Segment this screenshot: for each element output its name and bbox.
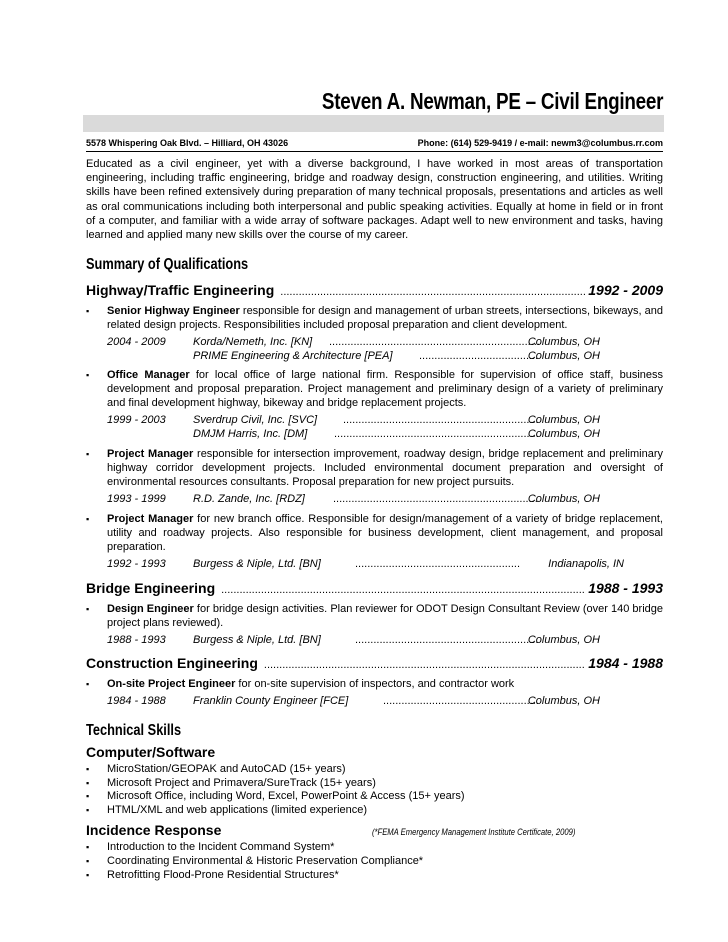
incidence-heading: Incidence Response (86, 822, 222, 838)
item-text: responsible for design and management of urban streets, intersections, bikeways, and related design projects. Responsibilities included proposal preparation and client development. (107, 305, 663, 331)
header-shaded-bar (83, 115, 664, 132)
category-name: Bridge Engineering (86, 580, 216, 596)
employment-block (107, 413, 663, 441)
skill-text: Microsoft Office, including Word, Excel, PowerPoint & Access (15+ years) (107, 790, 465, 802)
list-item (86, 869, 339, 883)
computer-heading: Computer/Software (86, 744, 216, 760)
location: Columbus, OH (527, 493, 600, 505)
leader-dots (383, 694, 539, 708)
item-description (107, 677, 663, 691)
firm: Sverdrup Civil, Inc. [SVC] (193, 414, 318, 426)
item-text: for on-site supervision of inspectors, and contractor work (235, 678, 515, 690)
category-name: Construction Engineering (86, 655, 258, 671)
name-heading-wrap (86, 88, 663, 115)
bullet-icon: ▪ (86, 679, 90, 689)
category-construction (86, 655, 663, 673)
bullet-icon: ▪ (86, 805, 90, 815)
phone-email: Phone: (614) 529-9419 / e-mail: newm3@columbus.rr.com (417, 138, 663, 148)
firm: PRIME Engineering & Architecture [PEA] (193, 350, 393, 362)
bullet-icon: ▪ (86, 764, 90, 774)
period: 1992 - 1993 (107, 558, 166, 570)
firm: DMJM Harris, Inc. [DM] (193, 428, 308, 440)
item-description (107, 512, 663, 554)
leader-dots (333, 492, 539, 506)
employment-block (107, 492, 663, 506)
period: 1999 - 2003 (107, 414, 166, 426)
intro-paragraph: Educated as a civil engineer, yet with a diverse background, I have worked in most areas of transportation engineering, including traffic engineering, bridge and roadway design, construction engineering, and utilities. Writing skills have been refined extensively during preparation of many technical proposals, presentations and articles as well as oral communications including both interpersonal and public speaking activities. Equally at home in field or in front of a computer, and familiar with a wide array of software packages. Adapt well to new environment and tasks, having learned and applied many new skills over the course of my career. (86, 158, 663, 242)
bullet-icon: ▪ (86, 306, 90, 316)
list-item (86, 447, 663, 506)
fema-note: (*FEMA Emergency Management Institute Certificate, 2009) (372, 827, 576, 837)
category-years: 1984 - 1988 (588, 655, 663, 671)
location: Columbus, OH (527, 428, 600, 440)
list-item (86, 677, 663, 708)
leader-dots (355, 633, 539, 647)
leader-dots (419, 349, 539, 363)
location: Columbus, OH (527, 336, 600, 348)
item-text: for new branch office. Responsible for design/management of a variety of bridge replacement, utility and roadway projects. Also responsible for business development, client management, and proposal preparation. (107, 513, 663, 553)
technical-heading: Technical Skills (86, 722, 182, 739)
address: 5578 Whispering Oak Blvd. – Hilliard, OH 43026 (86, 138, 289, 148)
firm: Burgess & Niple, Ltd. [BN] (193, 558, 321, 570)
leader-dots (334, 427, 539, 441)
item-title: Project Manager (107, 513, 194, 525)
header-rule (86, 151, 663, 152)
employment-block (107, 694, 663, 708)
leader-dots (221, 584, 585, 596)
location: Columbus, OH (527, 414, 600, 426)
list-item (86, 304, 663, 363)
location: Columbus, OH (527, 634, 600, 646)
period: 2004 - 2009 (107, 336, 166, 348)
firm: Franklin County Engineer [FCE] (193, 695, 349, 707)
skill-text: MicroStation/GEOPAK and AutoCAD (15+ years) (107, 763, 346, 775)
employment-block (107, 633, 663, 647)
skill-text: Microsoft Project and Primavera/SureTrack (15+ years) (107, 777, 376, 789)
location: Indianapolis, IN (548, 558, 624, 570)
bullet-icon: ▪ (86, 791, 90, 801)
skill-text: HTML/XML and web applications (limited experience) (107, 804, 368, 816)
bullet-icon: ▪ (86, 370, 90, 380)
category-name: Highway/Traffic Engineering (86, 282, 275, 298)
item-description (107, 304, 663, 332)
skill-text: Introduction to the Incident Command System* (107, 841, 335, 853)
list-item (86, 763, 346, 777)
item-text: responsible for intersection improvement, roadway design, bridge replacement and preliminary highway corridor development projects. Included environmental document preparation and oversight of environmental resources consultants. Proposal preparation for new project pursuits. (107, 448, 663, 488)
leader-dots (329, 335, 539, 349)
category-years: 1988 - 1993 (588, 580, 663, 596)
period: 1988 - 1993 (107, 634, 166, 646)
list-item (86, 804, 367, 818)
item-description (107, 447, 663, 489)
bullet-icon: ▪ (86, 842, 90, 852)
employment-block (107, 335, 663, 363)
employment-block (107, 557, 663, 571)
category-highway (86, 282, 663, 300)
leader-dots (264, 659, 585, 671)
firm: R.D. Zande, Inc. [RDZ] (193, 493, 305, 505)
list-item (86, 368, 663, 441)
firm: Burgess & Niple, Ltd. [BN] (193, 634, 321, 646)
summary-heading: Summary of Qualifications (86, 256, 249, 273)
location: Columbus, OH (527, 695, 600, 707)
leader-dots (343, 413, 539, 427)
list-item (86, 790, 465, 804)
leader-dots (280, 286, 585, 298)
bullet-icon: ▪ (86, 870, 90, 880)
item-description (107, 602, 663, 630)
item-title: Project Manager (107, 448, 194, 460)
list-item (86, 602, 663, 647)
bullet-icon: ▪ (86, 449, 90, 459)
bullet-icon: ▪ (86, 856, 90, 866)
list-item (86, 512, 663, 571)
period: 1993 - 1999 (107, 493, 166, 505)
list-item (86, 855, 423, 869)
skill-text: Coordinating Environmental & Historic Preservation Compliance* (107, 855, 424, 867)
item-title: Design Engineer (107, 603, 194, 615)
item-title: Office Manager (107, 369, 190, 381)
category-years: 1992 - 2009 (588, 282, 663, 298)
category-bridge (86, 580, 663, 598)
name-heading: Steven A. Newman, PE – Civil Engineer (321, 88, 663, 114)
item-description (107, 368, 663, 410)
period: 1984 - 1988 (107, 695, 166, 707)
item-title: On-site Project Engineer (107, 678, 236, 690)
location: Columbus, OH (527, 350, 600, 362)
list-item (86, 841, 334, 855)
item-text: for local office of large national firm. Responsible for supervision of office staff, business development and proposal preparation. Project management and preliminary design of a variety of preliminary and final development highway, bikeway and bridge replacement projects. (107, 369, 663, 409)
item-text: for bridge design activities. Plan reviewer for ODOT Design Consultant Review (over 140 bridge project plans reviewed). (107, 603, 663, 629)
bullet-icon: ▪ (86, 778, 90, 788)
bullet-icon: ▪ (86, 514, 90, 524)
skill-text: Retrofitting Flood-Prone Residential Structures* (107, 869, 339, 881)
firm: Korda/Nemeth, Inc. [KN] (193, 336, 313, 348)
item-title: Senior Highway Engineer (107, 305, 240, 317)
list-item (86, 777, 376, 791)
bullet-icon: ▪ (86, 604, 90, 614)
leader-dots (355, 557, 521, 571)
